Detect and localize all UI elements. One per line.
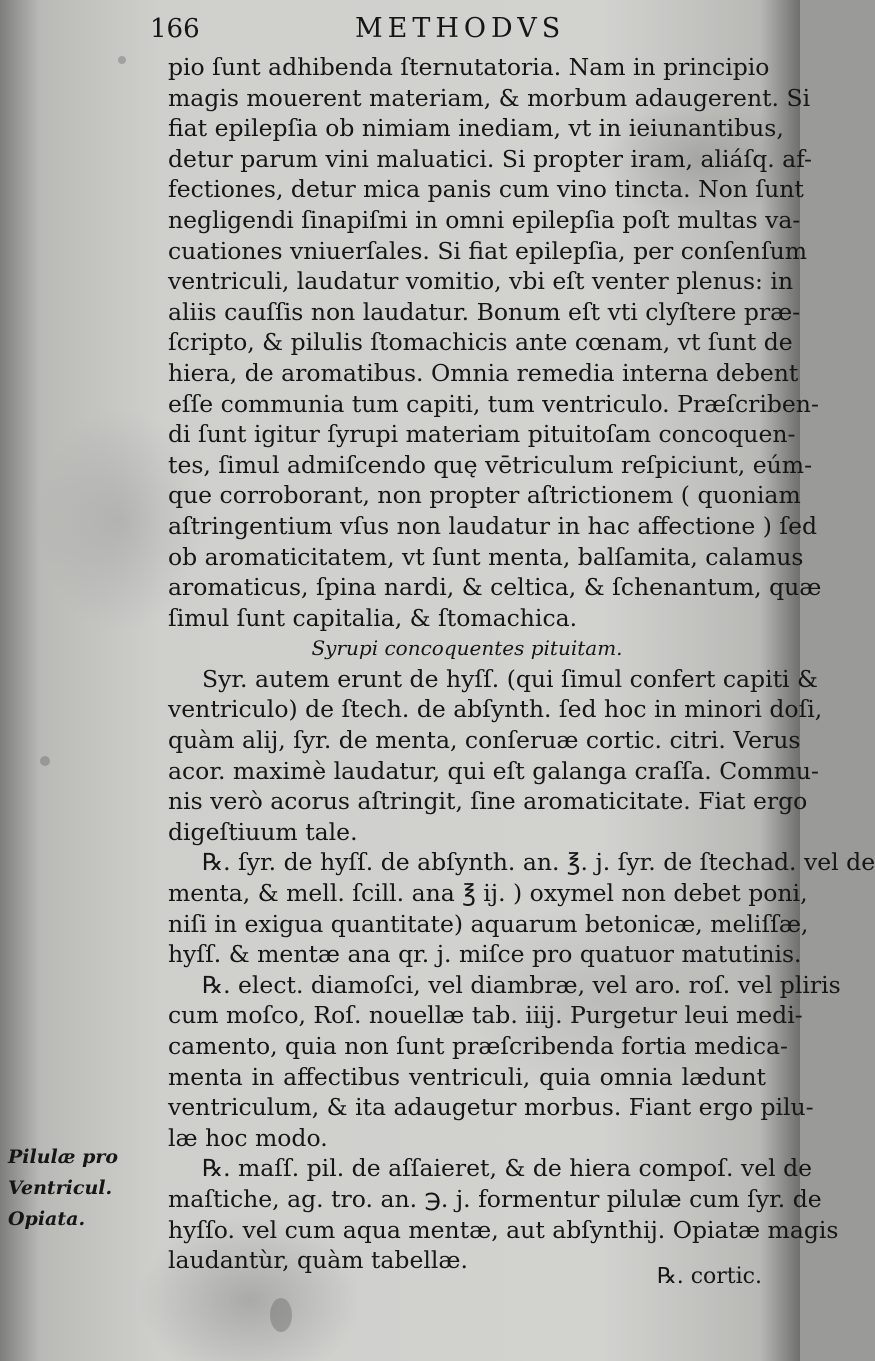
- text-line: acor. maximè laudatur, qui eſt galanga craſſa. Commu-: [168, 756, 819, 785]
- text-line: ventriculi, laudatur vomitio, vbi eſt venter plenus: in: [168, 267, 794, 296]
- text-line: di ſunt igitur ſyrupi materiam pituitoſam concoquen-: [168, 420, 796, 449]
- recipe-line: menta, & mell. ſcill. ana ℥ ij. ) oxymel non debet poni,: [168, 879, 808, 908]
- margin-note: [8, 1204, 168, 1235]
- text-line: læ hoc modo.: [168, 1123, 328, 1152]
- text-line: aſtringentium vſus non laudatur in hac affectione ) ſed: [168, 511, 818, 540]
- text-line: ſcripto, & pilulis ſtomachicis ante cœnam, vt ſunt de: [168, 328, 793, 357]
- ink-spot: [118, 56, 126, 64]
- text-line: ventriculo) de ſtech. de abſynth. ſed hoc in minori doſi,: [168, 695, 823, 724]
- recipe-line: hyſſo. vel cum aqua mentæ, aut abſynthij. Opiatæ magis: [168, 1215, 839, 1244]
- margin-note-line: Ventricul.: [8, 1177, 113, 1199]
- ink-spot: [40, 756, 50, 766]
- text-line: cum moſco, Roſ. nouellæ tab. iiij. Purgetur leui medi-: [168, 1001, 803, 1030]
- main-text: [168, 52, 875, 1276]
- text-line: nis verò acorus aſtringit, ſine aromaticitate. Fiat ergo: [168, 787, 808, 816]
- text-line: negligendi ſinapiſmi in omni epilepſia poſt multas va-: [168, 205, 801, 234]
- text-line: ventriculum, & ita adaugetur morbus. Fiant ergo pilu-: [168, 1093, 814, 1122]
- recipe-line: laudantùr, quàm tabellæ.: [168, 1246, 468, 1275]
- text-line: tes, ſimul admiſcendo quę vētriculum reſpiciunt, eúm-: [168, 450, 813, 479]
- ink-spot: [270, 1298, 292, 1332]
- running-head: [150, 12, 770, 46]
- text-line: ſimul ſunt capitalia, & ſtomachica.: [168, 603, 578, 632]
- section-heading: Syrupi concoquentes pituitam.: [311, 636, 623, 661]
- recipe-line: ℞. elect. diamoſci, vel diambræ, vel aro. roſ. vel pliris: [202, 970, 841, 999]
- text-line: aliis cauſſis non laudatur. Bonum eſt vti clyſtere præ-: [168, 297, 801, 326]
- text-line: aromaticus, ſpina nardi, & celtica, & ſchenantum, quæ: [168, 573, 822, 602]
- text-line: menta in affectibus ventriculi, quia omnia lædunt: [168, 1062, 766, 1091]
- margin-note: [8, 1173, 168, 1204]
- margin-note-line: Pilulæ pro: [8, 1146, 119, 1168]
- text-line: quàm alij, ſyr. de menta, conſeruæ cortic. citri. Verus: [168, 726, 801, 755]
- catchword: ℞. cortic.: [657, 1264, 762, 1289]
- text-line: que corroborant, non propter aſtrictionem ( quoniam: [168, 481, 801, 510]
- recipe-line: maſtiche, ag. tro. an. ℈. j. formentur pilulæ cum ſyr. de: [168, 1184, 822, 1213]
- text-line: Syr. autem erunt de hyſſ. (qui ſimul confert capiti &: [202, 664, 818, 693]
- text-line: detur parum vini maluatici. Si propter iram, aliáſq. af-: [168, 144, 812, 173]
- text-line: camento, quia non ſunt præſcribenda fortia medica-: [168, 1032, 788, 1060]
- text-line: eſſe communia tum capiti, tum ventriculo. Præſcriben-: [168, 389, 819, 418]
- text-line: fectiones, detur mica panis cum vino tincta. Non ſunt: [168, 175, 804, 204]
- recipe-line: ℞. ſyr. de hyſſ. de abſynth. an. ℥. j. ſyr. de ſtechad. vel de: [202, 848, 875, 877]
- text-line: hiera, de aromatibus. Omnia remedia interna debent: [168, 358, 799, 387]
- text-line: fiat epilepſia ob nimiam inediam, vt in ieiunantibus,: [168, 114, 784, 143]
- recipe-line: hyſſ. & mentæ ana qr. j. miſce pro quatuor matutinis.: [168, 940, 802, 969]
- text-line: digeſtiuum tale.: [168, 817, 358, 846]
- text-line: pio ſunt adhibenda ſternutatoria. Nam in principio: [168, 53, 770, 81]
- recipe-line: ℞. maſſ. pil. de aſſaieret, & de hiera compoſ. vel de: [202, 1154, 813, 1183]
- running-title: METHODVS: [355, 13, 566, 44]
- text-line: ob aromaticitatem, vt ſunt menta, balſamita, calamus: [168, 542, 804, 571]
- text-line: magis mouerent materiam, & morbum adaugerent. Si: [168, 83, 811, 112]
- text-line: cuationes vniuerſales. Si fiat epilepſia, per conſenſum: [168, 236, 808, 265]
- page-number: 166: [150, 14, 200, 44]
- recipe-line: niſi in exigua quantitate) aquarum betonicæ, meliſſæ,: [168, 909, 809, 938]
- margin-note-line: Opiata.: [8, 1208, 86, 1230]
- margin-note: [8, 1142, 168, 1173]
